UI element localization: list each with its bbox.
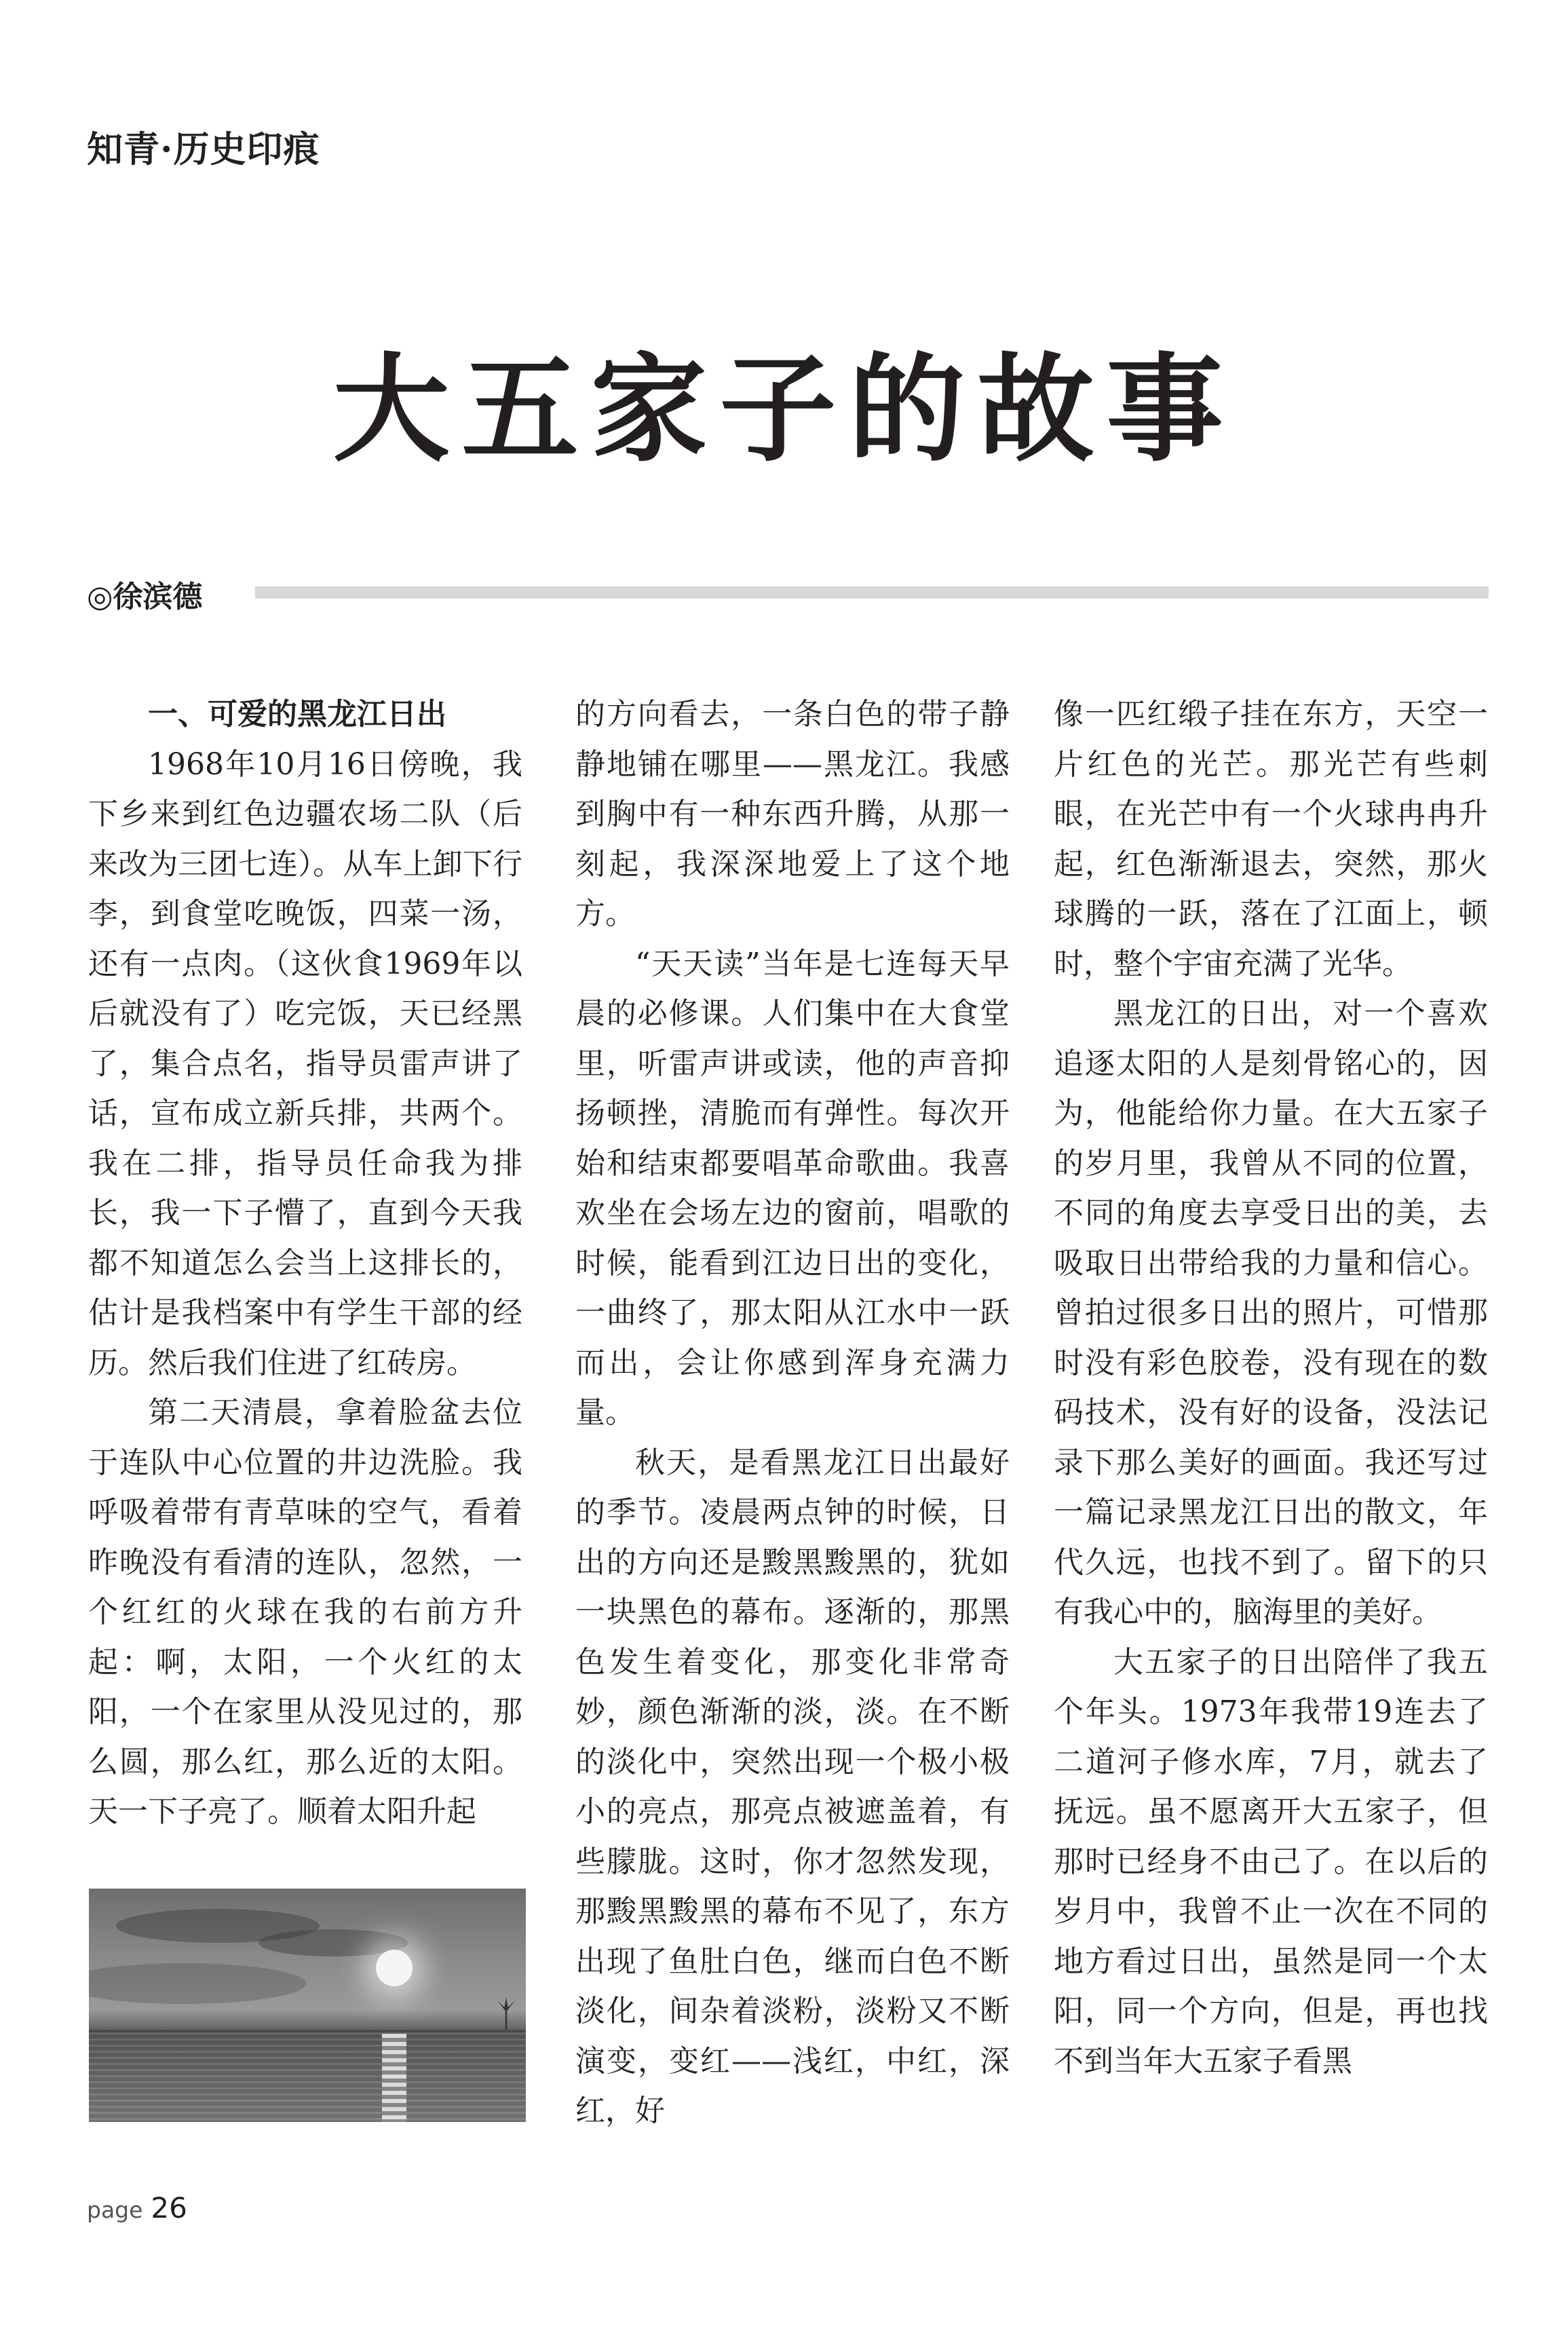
tree-silhouette [497,1997,515,2031]
paragraph: “天天读”当年是七连每天早晨的必修课。人们集中在大食堂里，听雷声讲或读，他的声音抑扬顿挫，清脆而有弹性。每次开始和结束都要唱革命歌曲。我喜欢坐在会场左边的窗前，唱歌的时候，能看到江边日出的变化，一曲终了，那太阳从江水中一跃而出，会让你感到浑身充满力量。 [575,946,1010,1430]
author-divider [255,586,1489,599]
paragraph: 黑龙江的日出，对一个喜欢追逐太阳的人是刻骨铭心的，因为，他能给你力量。在大五家子的岁月里，我曾从不同的位置，不同的角度去享受日出的美，去吸取日出带给我的力量和信心。曾拍过很多日出的照片，可惜那时没有彩色胶卷，没有现在的数码技术，没有好的设备，没法记录下那么美好的画面。我还写过一篇记录黑龙江日出的散文，年代久远，也找不到了。留下的只有我心中的，脑海里的美好。 [1054,996,1488,1629]
text-column-1 [88,689,522,1837]
sun-shape [376,1950,413,1986]
water-ripples [89,2032,526,2122]
author-byline: ◎徐滨德 [87,580,203,614]
sun-reflection [382,2034,406,2122]
text-column-2 [575,689,1010,2136]
page-footer [87,2191,187,2224]
paragraph: 第二天清晨，拿着脸盆去位于连队中心位置的井边洗脸。我呼吸着带有青草味的空气，看着昨晚没有看清的连队，忽然，一个红红的火球在我的右前方升起：啊，太阳，一个火红的太阳，一个在家里从没见过的，那么圆，那么红，那么近的太阳。天一下子亮了。顺着太阳升起 [88,1395,522,1829]
photo-cloud [89,1963,306,2004]
article-title: 大五家子的故事 [332,340,1236,478]
text-column-3 [1054,689,1488,2086]
page-word: page [87,2197,143,2223]
paragraph: 秋天，是看黑龙江日出最好的季节。凌晨两点钟的时候，日出的方向还是黢黑黢黑的，犹如一块黑色的幕布。逐渐的，那黑色发生着变化，那变化非常奇妙，颜色渐渐的淡，淡。在不断的淡化中，突然出现一个极小极小的亮点，那亮点被遮盖着，有些朦胧。这时，你才忽然发现，那黢黑黢黑的幕布不见了，东方出现了鱼肚白色，继而白色不断淡化，间杂着淡粉，淡粉又不断演变，变红——浅红，中红，深红，好 [575,1445,1010,2128]
paragraph: 大五家子的日出陪伴了我五个年头。1973年我带19连去了二道河子修水库，7月，就去了抚远。虽不愿离开大五家子，但那时已经身不由己了。在以后的岁月中，我曾不止一次在不同的地方看过日出，虽然是同一个太阳，同一个方向，但是，再也找不到当年大五家子看黑 [1054,1644,1488,2079]
paragraph: 的方向看去，一条白色的带子静静地铺在哪里——黑龙江。我感到胸中有一种东西升腾，从那一刻起，我深深地爱上了这个地方。 [575,697,1010,931]
section-heading: 一、可爱的黑龙江日出 [148,697,446,732]
paragraph: 1968年10月16日傍晚，我下乡来到红色边疆农场二队（后来改为三团七连）。从车上卸下行李，到食堂吃晚饭，四菜一汤，还有一点肉。（这伙食1969年以后就没有了）吃完饭，天已经黑了，集合点名，指导员雷声讲了话，宣布成立新兵排，共两个。我在二排，指导员任命我为排长，我一下子懵了，直到今天我都不知道怎么会当上这排长的，估计是我档案中有学生干部的经历。然后我们住进了红砖房。 [88,746,522,1380]
paragraph: 像一匹红缎子挂在东方，天空一片红色的光芒。那光芒有些刺眼，在光芒中有一个火球冉冉升起，红色渐渐退去，突然，那火球腾的一跃，落在了江面上，顿时，整个宇宙充满了光华。 [1054,697,1488,981]
section-label: 知青·历史印痕 [87,128,320,170]
page-number: 26 [151,2191,187,2224]
sunrise-photo [89,1889,526,2122]
